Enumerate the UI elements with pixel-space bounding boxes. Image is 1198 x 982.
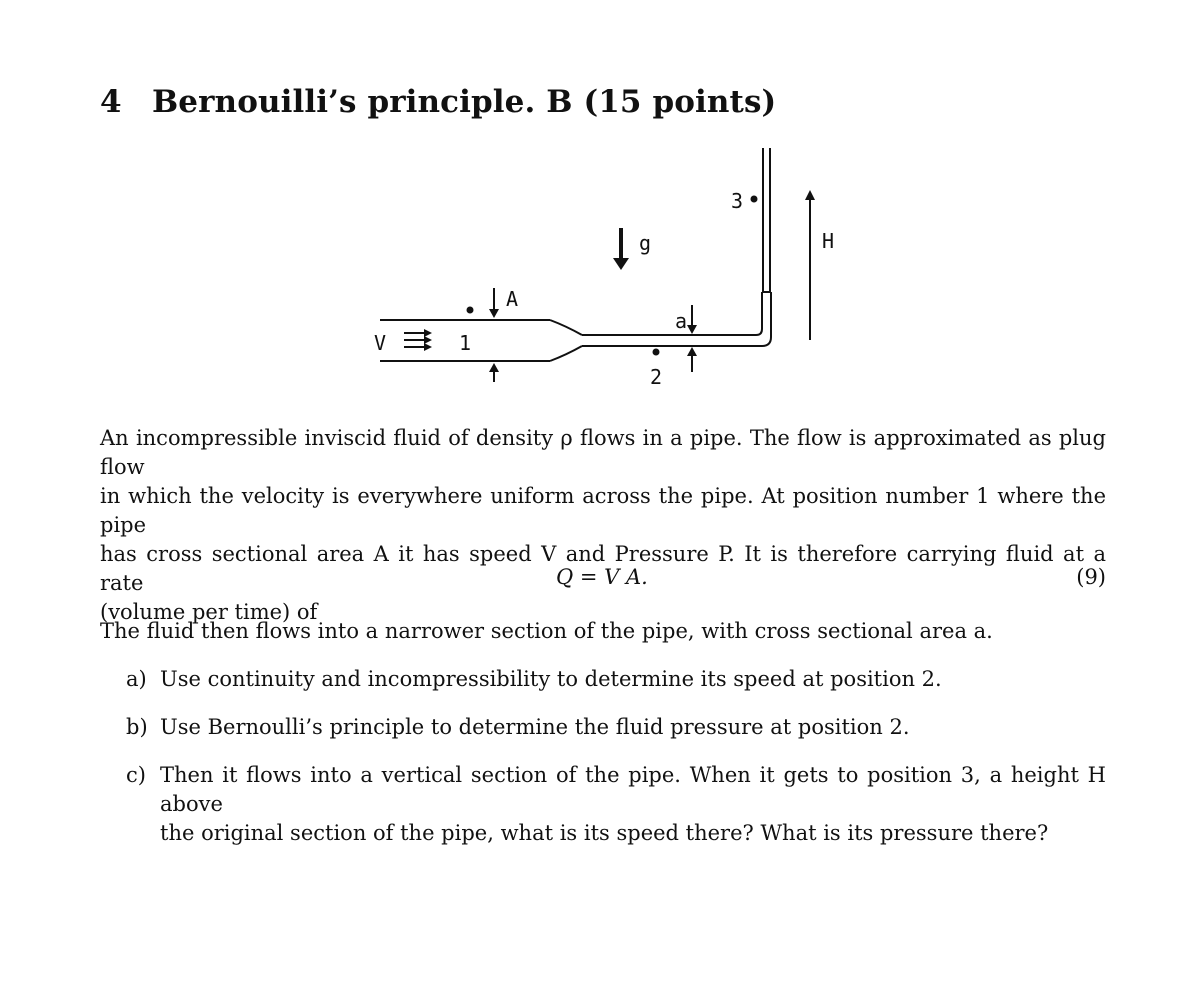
- gravity-arrow-shaft: [619, 228, 623, 262]
- height-label: H: [822, 229, 835, 253]
- item-line: Use continuity and incompressibility to determine its speed at position 2.: [160, 667, 942, 691]
- pipe-diagram: [360, 140, 840, 400]
- equation-number: (9): [1076, 565, 1106, 589]
- item-text: [160, 713, 1106, 742]
- section-number: 4: [100, 84, 122, 120]
- intro-line: in which the velocity is everywhere uniform across the pipe. At position number 1 where the pipe: [100, 484, 1106, 537]
- item-marker: a): [126, 667, 147, 691]
- section-title: Bernouilli’s principle. B (15 points): [152, 84, 777, 120]
- equation-body: Q = V A.: [556, 565, 648, 589]
- area-large-arrowhead-top: [489, 309, 499, 318]
- intro-paragraph: [100, 424, 1106, 627]
- item-line: Then it flows into a vertical section of the pipe. When it gets to position 3, a height H above: [160, 763, 1106, 816]
- area-small-arrowhead-bottom: [687, 347, 697, 356]
- item-marker: b): [126, 715, 148, 739]
- item-line: Use Bernoulli’s principle to determine the fluid pressure at position 2.: [160, 715, 910, 739]
- item-line: the original section of the pipe, what is its speed there? What is its pressure there?: [160, 821, 1049, 845]
- item-text: [160, 761, 1106, 848]
- item-text: [160, 665, 1106, 694]
- height-arrowhead: [805, 190, 815, 200]
- intro-line: has cross sectional area A it has speed V and Pressure P. It is therefore carrying fluid at a rate: [100, 542, 1106, 595]
- gravity-label: g: [639, 231, 652, 255]
- elbow-inner: [756, 329, 762, 335]
- area-small-label: a: [675, 309, 688, 333]
- velocity-arrowhead-1: [424, 329, 432, 337]
- contraction-top: [550, 320, 582, 335]
- flow-paragraph: The fluid then flows into a narrower section of the pipe, with cross sectional area a.: [100, 619, 993, 643]
- gravity-arrowhead: [613, 258, 629, 270]
- equation: [100, 565, 1106, 595]
- velocity-arrowhead-3: [424, 343, 432, 351]
- elbow-outer: [762, 337, 771, 346]
- velocity-arrowhead-2: [424, 336, 432, 344]
- position-2-label: 2: [650, 365, 663, 389]
- area-large-label: A: [506, 287, 519, 311]
- position-1-label: 1: [459, 331, 472, 355]
- position-3-label: 3: [731, 189, 744, 213]
- position-1-dot: [467, 307, 474, 314]
- item-marker: c): [126, 763, 146, 787]
- intro-line: (volume per time) of: [100, 600, 318, 624]
- pipe-diagram-svg: [360, 140, 840, 400]
- contraction-bottom: [550, 346, 582, 361]
- position-2-dot: [653, 349, 660, 356]
- intro-line: An incompressible inviscid fluid of density ρ flows in a pipe. The flow is approximated as plug flow: [100, 426, 1106, 479]
- area-small-arrowhead-top: [687, 325, 697, 334]
- section-heading: [100, 84, 776, 120]
- velocity-label: V: [374, 331, 387, 355]
- position-3-dot: [751, 196, 758, 203]
- area-large-arrowhead-bottom: [489, 363, 499, 372]
